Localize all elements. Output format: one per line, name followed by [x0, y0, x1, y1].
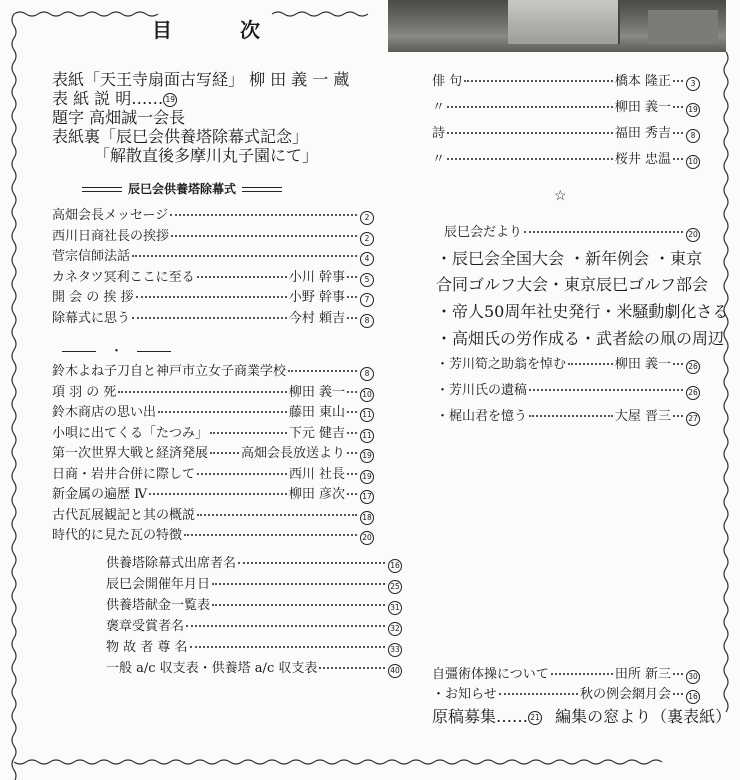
- dot-leader: [347, 411, 357, 413]
- entry-author: 桜井 忠温: [614, 152, 671, 167]
- toc-entry: [432, 100, 700, 116]
- photo-stone-base: [648, 10, 718, 44]
- dot-leader: [184, 534, 357, 536]
- toc-entry: [432, 126, 700, 142]
- entry-title: 鈴木よね子刀自と神戸市立女子商業学校: [52, 364, 287, 379]
- entry-title: 除幕式に思う: [52, 310, 131, 326]
- entry-title: 〃: [432, 100, 446, 115]
- page-number: 17: [360, 490, 374, 504]
- entry-title: 詩: [432, 126, 446, 141]
- entry-title: 高畑会長メッセージ: [52, 208, 169, 223]
- page-number: 40: [388, 664, 402, 678]
- page-number: 2: [360, 232, 374, 246]
- entry-author: 小川 幹事: [288, 269, 345, 285]
- entry-title: 一般 a/c 収支表・供養塔 a/c 収支表: [106, 661, 318, 676]
- page-number: 25: [388, 580, 402, 594]
- entry-title: 物 故 者 尊 名: [106, 640, 188, 655]
- dot-leader: [568, 363, 613, 365]
- header-photo: [388, 0, 726, 52]
- final-line: [432, 709, 731, 725]
- entry-author: 今村 頼吉: [288, 310, 345, 326]
- page-number: 31: [388, 601, 402, 615]
- toc-entry: [52, 426, 374, 442]
- page-number: 8: [360, 367, 374, 381]
- dot-leader: [673, 415, 683, 417]
- entry-title: 供養塔除幕式出席者名: [106, 556, 237, 571]
- entry-title: 褒章受賞者名: [106, 619, 185, 634]
- toc-entry: [106, 661, 402, 677]
- entry-title: カネタツ冥利ここに至る: [52, 269, 195, 285]
- news-line: ・帝人50周年社史発行・米騒動劇化さる: [436, 302, 729, 321]
- double-rule: [82, 187, 122, 192]
- manuscript-call: 原稿募集……: [432, 707, 529, 726]
- dot-leader: [288, 370, 357, 372]
- page-number: 11: [360, 408, 374, 422]
- cover-description-line: [52, 91, 177, 107]
- toc-entry: [52, 385, 374, 401]
- entry-title: 新金属の遍歴 Ⅳ: [52, 487, 148, 502]
- toc-entry: [52, 467, 374, 483]
- inside-cover-line: 表紙裏「辰巳会供養塔除幕式記念」: [52, 127, 309, 146]
- entry-author: 藤田 東山: [288, 405, 345, 420]
- dot-leader: [212, 583, 385, 585]
- dot-leader: [347, 391, 357, 393]
- page-number: 30: [686, 670, 700, 684]
- dot-leader: [210, 452, 239, 454]
- entry-author: 柳田 義一: [614, 100, 671, 115]
- page-number: 10: [686, 155, 700, 169]
- dot-leader: [197, 276, 287, 278]
- toc-entry: [436, 409, 700, 425]
- entry-author: 柳田 義一: [614, 357, 671, 372]
- dot-leader: [136, 296, 287, 298]
- toc-entry: [106, 640, 402, 656]
- section-divider: ・: [62, 340, 171, 359]
- entry-title: 開 会 の 挨 拶: [52, 290, 134, 305]
- entry-title: 日商・岩井合併に際して: [52, 466, 196, 482]
- page-number: 8: [360, 314, 374, 328]
- entry-title: ・梶山君を憶う: [436, 409, 528, 424]
- toc-entry: [106, 556, 402, 572]
- dot-leader: [171, 235, 357, 237]
- dot-leader: [524, 231, 683, 233]
- dot-leader: [347, 473, 357, 475]
- page-number: 19: [686, 103, 700, 117]
- entry-title: 〃: [432, 152, 446, 167]
- page-number: 19: [163, 93, 177, 107]
- toc-entry: [432, 687, 700, 703]
- page-number: 20: [686, 228, 700, 242]
- dot-leader: [673, 132, 683, 134]
- toc-entry: [106, 598, 402, 614]
- dot-leader: [447, 106, 613, 108]
- dot-leader: [464, 80, 613, 82]
- entry-title: 西川日商社長の挨拶: [52, 228, 170, 244]
- toc-entry: [106, 577, 402, 593]
- entry-author: 柳田 彦次: [288, 487, 345, 502]
- title-calligraphy-line: 題字 高畑誠一会長: [52, 108, 186, 127]
- double-rule: [242, 187, 282, 192]
- toc-entry: [436, 383, 700, 399]
- toc-entry: [52, 487, 374, 503]
- toc-entry: [52, 364, 374, 380]
- entry-title: 辰巳会だより: [444, 225, 523, 240]
- toc-entry: [106, 619, 402, 635]
- entry-author: 秋の例会網月会: [579, 687, 671, 702]
- dot-leader: [212, 604, 385, 606]
- entry-title: 菅宗信師法話: [52, 249, 131, 264]
- dot-leader: [347, 493, 357, 495]
- toc-entry: [52, 229, 374, 245]
- page-number: 26: [686, 360, 700, 374]
- page-number: 33: [388, 643, 402, 657]
- inside-cover-caption: 「解散直後多摩川丸子園にて」: [94, 146, 319, 165]
- dot-leader: [186, 625, 385, 627]
- dot-leader: [529, 415, 613, 417]
- dot-leader: [210, 432, 287, 434]
- page-number: 16: [686, 690, 700, 704]
- entry-author: 福田 秀吉: [614, 126, 671, 141]
- entry-author: 大屋 晋三: [614, 409, 671, 424]
- page-number: 16: [388, 559, 402, 573]
- news-line: 合同ゴルフ大会・東京辰巳ゴルフ部会: [436, 275, 709, 294]
- page-number: 8: [686, 129, 700, 143]
- entry-title: 辰巳会開催年月日: [106, 577, 211, 592]
- toc-entry: [52, 270, 374, 286]
- star-ornament: ☆: [554, 188, 567, 204]
- dot-leader: [347, 276, 357, 278]
- entry-title: 古代瓦展観記と其の概説: [52, 507, 196, 523]
- dot-leader: [673, 673, 683, 675]
- dot-leader: [347, 452, 357, 454]
- dot-leader: [170, 214, 357, 216]
- toc-entry: [432, 667, 700, 683]
- dot-leader: [673, 80, 683, 82]
- title-char-1: 目: [152, 18, 172, 42]
- entry-title: 時代的に見た瓦の特徴: [52, 528, 183, 543]
- dot-leader: [132, 317, 287, 319]
- toc-entry: [52, 208, 374, 224]
- dot-leader: [529, 389, 683, 391]
- cover-line: 表紙「天王寺扇面古写経」 柳 田 義 一 蔵: [52, 70, 350, 89]
- page-number: 19: [360, 470, 374, 484]
- dot-leader: [238, 562, 385, 564]
- entry-author: 下元 健吉: [288, 425, 345, 441]
- editor-note: 編集の窓より（裏表紙）: [555, 707, 732, 726]
- toc-entry: [432, 74, 700, 90]
- page-number: 27: [686, 412, 700, 426]
- page-number: 21: [528, 711, 542, 725]
- dot-leader: [347, 432, 357, 434]
- dot-leader: [673, 363, 683, 365]
- toc-entry: [52, 528, 374, 544]
- entry-title: 第一次世界大戦と経済発展: [52, 446, 209, 461]
- dot-leader: [551, 673, 613, 675]
- page-number: 11: [360, 429, 374, 443]
- dot-leader: [319, 667, 385, 669]
- entry-author: 柳田 義一: [288, 384, 345, 400]
- page-number: 26: [686, 386, 700, 400]
- entry-author: 田所 新三: [614, 667, 671, 682]
- toc-entry: [444, 225, 700, 241]
- photo-stone-slab: [508, 0, 620, 44]
- entry-title: 供養塔献金一覧表: [106, 598, 211, 613]
- toc-entry: [52, 405, 374, 421]
- dot-leader: [447, 158, 613, 160]
- cover-description-text: 表 紙 説 明……: [52, 89, 164, 108]
- dot-leader: [197, 514, 357, 516]
- news-line: ・高畑氏の労作成る・武者絵の凧の周辺: [436, 329, 725, 348]
- page-number: 4: [360, 252, 374, 266]
- entry-author: 西川 社長: [288, 466, 345, 482]
- dot-leader: [673, 158, 683, 160]
- toc-entry: [52, 290, 374, 306]
- entry-title: 俳 句: [432, 74, 463, 89]
- entry-title: 鈴木商店の思い出: [52, 405, 157, 420]
- title-char-2: 次: [240, 18, 260, 42]
- toc-entry: [52, 508, 374, 524]
- entry-title: 項 羽 の 死: [52, 384, 117, 400]
- page-number: 19: [360, 449, 374, 463]
- dot-leader: [347, 317, 357, 319]
- entry-author: 橋本 隆正: [614, 74, 671, 89]
- news-line: ・辰巳会全国大会 ・新年例会 ・東京: [436, 249, 703, 268]
- entry-title: ・芳川筍之助翁を悼む: [436, 357, 567, 372]
- entry-author: 高畑会長放送より: [240, 446, 345, 461]
- dot-leader: [673, 693, 683, 695]
- dot-leader: [149, 493, 287, 495]
- page-number: 32: [388, 622, 402, 636]
- dot-leader: [197, 473, 287, 475]
- page-number: 2: [360, 211, 374, 225]
- toc-entry: [436, 357, 700, 373]
- page-number: 18: [360, 511, 374, 525]
- toc-entry: [52, 249, 374, 265]
- entry-author: 小野 幹事: [288, 290, 345, 305]
- toc-entry: [52, 446, 374, 462]
- dot-leader: [190, 646, 385, 648]
- entry-title: 小唄に出てくる「たつみ」: [52, 425, 209, 441]
- toc-entry: [52, 311, 374, 327]
- toc-entry: [432, 152, 700, 168]
- entry-title: 自彊術体操について: [432, 667, 549, 682]
- page-number: 3: [686, 77, 700, 91]
- page-number: 5: [360, 273, 374, 287]
- section-header: 辰巳会供養塔除幕式: [76, 180, 288, 197]
- page-number: 10: [360, 388, 374, 402]
- dot-leader: [132, 255, 357, 257]
- dot-leader: [118, 391, 286, 393]
- page-number: 20: [360, 531, 374, 545]
- dot-leader: [347, 296, 357, 298]
- dot-leader: [499, 693, 578, 695]
- entry-title: ・お知らせ: [432, 687, 497, 702]
- page-number: 7: [360, 293, 374, 307]
- dot-leader: [673, 106, 683, 108]
- dot-leader: [158, 411, 287, 413]
- dot-leader: [447, 132, 613, 134]
- entry-title: ・芳川氏の遺稿: [436, 383, 528, 398]
